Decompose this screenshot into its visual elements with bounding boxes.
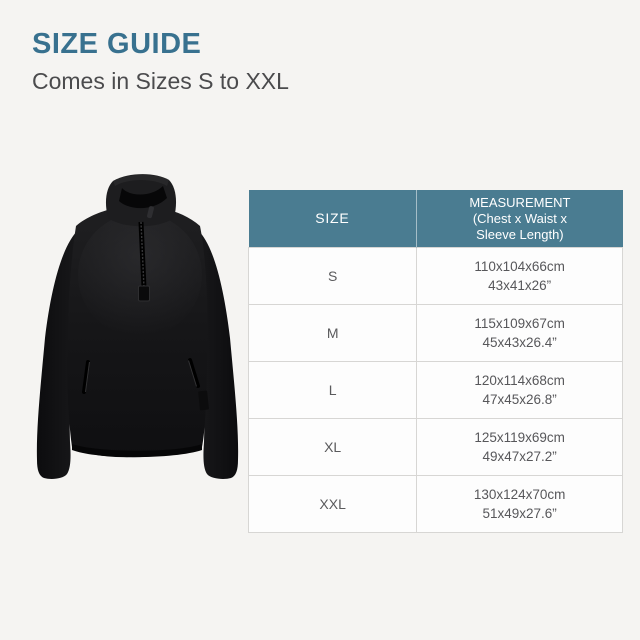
measurement-inches: 45x43x26.4”: [482, 335, 557, 350]
table-row-xxl: [249, 476, 623, 533]
fleece-jacket-illustration: [18, 160, 258, 500]
table-header-row: [249, 190, 623, 248]
measurement-value: [417, 476, 623, 533]
size-value: XL: [249, 419, 417, 476]
table-row-l: [249, 362, 623, 419]
product-image-quarter-zip-fleece: [18, 160, 258, 500]
measurement-cm: 110x104x66cm: [474, 259, 565, 274]
size-header-label: SIZE: [315, 209, 350, 226]
measurement-inches: 43x41x26”: [488, 278, 552, 293]
measurement-cm: 130x124x70cm: [473, 487, 566, 502]
measurement-value: [417, 248, 623, 305]
table-row-m: [249, 305, 623, 362]
measurement-cm: 125x119x69cm: [474, 430, 565, 445]
table-row-xl: [249, 419, 623, 476]
size-guide-table: [248, 190, 623, 533]
measurement-header-line1: MEASUREMENT: [469, 194, 571, 210]
measurement-column-header: [417, 190, 623, 248]
page-title: SIZE GUIDE: [32, 28, 202, 60]
measurement-inches: 49x47x27.2”: [482, 449, 557, 464]
size-value: M: [249, 305, 417, 362]
measurement-cm: 120x114x68cm: [474, 373, 565, 388]
measurement-header-line2: (Chest x Waist x: [472, 210, 567, 226]
size-column-header: [249, 190, 417, 248]
measurement-header-line3: Sleeve Length): [476, 226, 564, 242]
table-row-s: [249, 248, 623, 305]
page-subtitle: Comes in Sizes S to XXL: [32, 68, 289, 94]
measurement-cm: 115x109x67cm: [474, 316, 565, 331]
measurement-value: [417, 419, 623, 476]
size-value: S: [249, 248, 417, 305]
measurement-value: [417, 305, 623, 362]
size-value: XXL: [249, 476, 417, 533]
measurement-inches: 51x49x27.6”: [482, 506, 557, 521]
measurement-inches: 47x45x26.8”: [482, 392, 557, 407]
measurement-value: [417, 362, 623, 419]
size-value: L: [249, 362, 417, 419]
